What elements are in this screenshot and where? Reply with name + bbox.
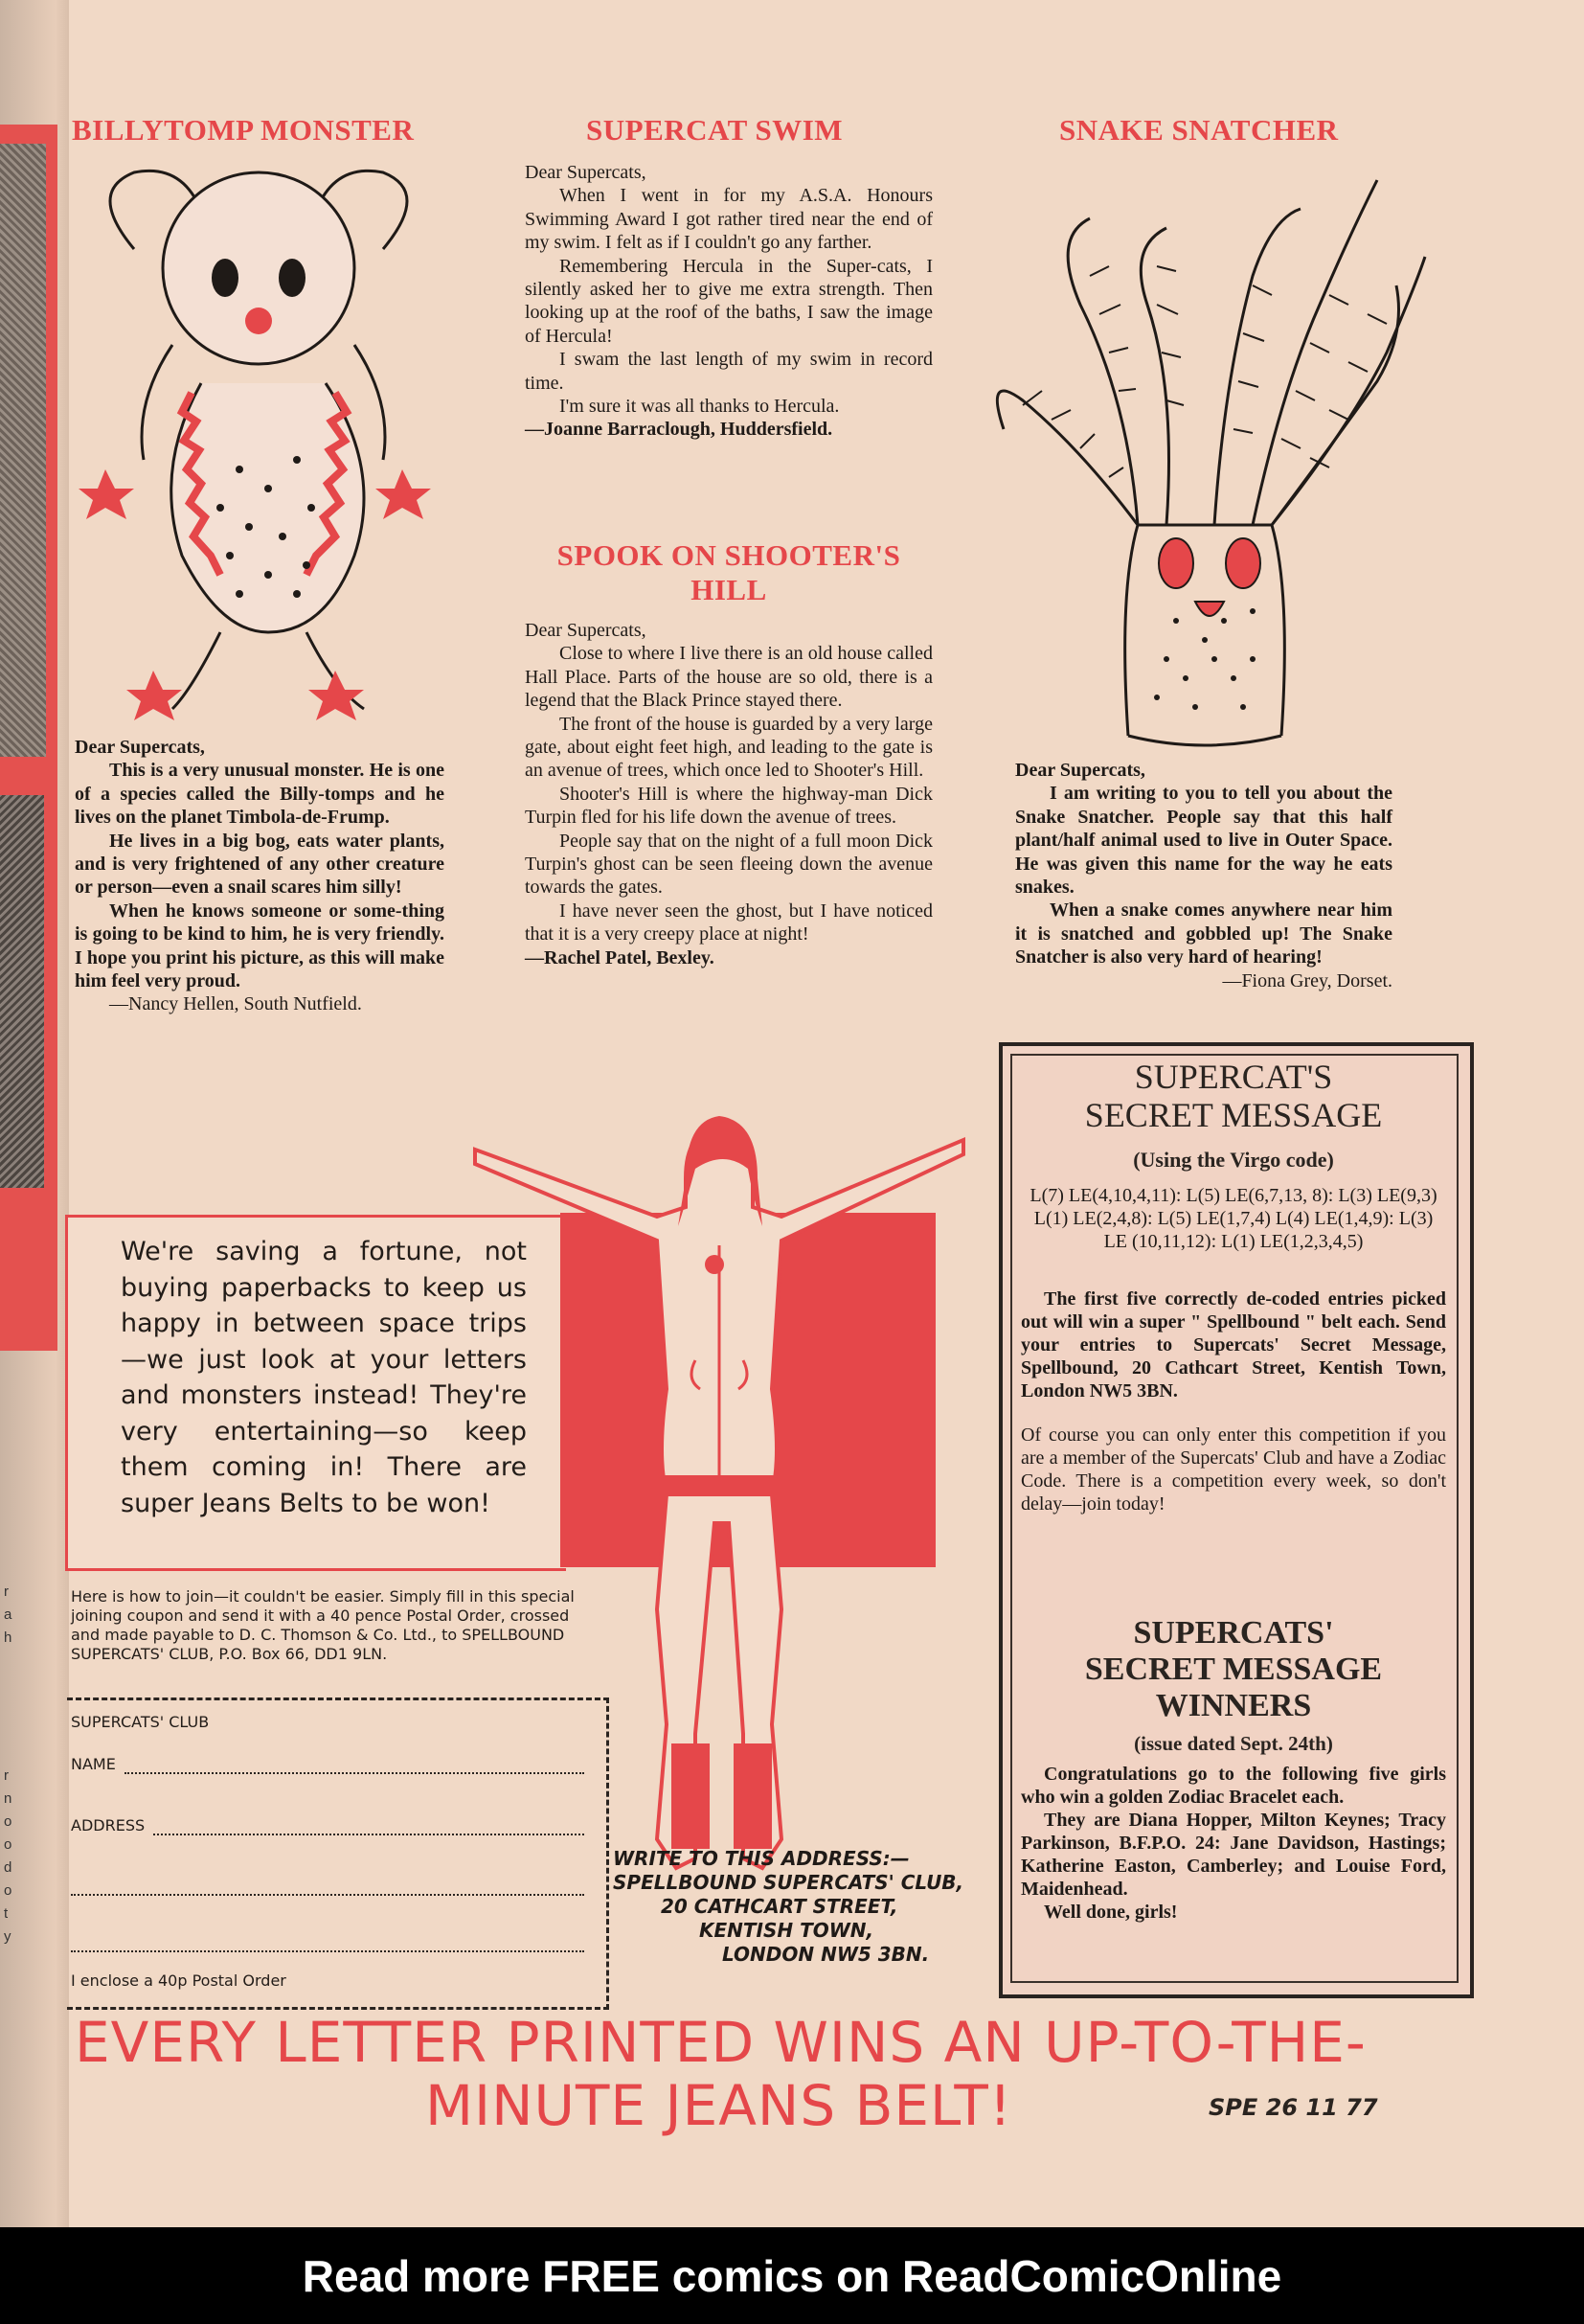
banner-line-1: EVERY LETTER PRINTED WINS AN UP-TO-THE- [75,2010,1367,2075]
spook-title-line-2: HILL [690,573,767,606]
swim-signature: —Joanne Barraclough, Huddersfield. [525,419,833,441]
secret-title [1015,1058,1452,1134]
spook-paragraph-4: People say that on the night of a full moon Dick Turpin's ghost can be seen fleeing down the avenue towards the gates. [525,830,933,899]
winners-subtitle: (issue dated Sept. 24th) [1134,1732,1333,1755]
secret-subtitle: (Using the Virgo code) [1133,1148,1334,1172]
address-line-3: 20 CATHCART STREET, [661,1895,898,1918]
swim-paragraph-4: I'm sure it was all thanks to Hercula. [559,396,840,418]
coupon-enclose-note: I enclose a 40p Postal Order [71,1971,286,1990]
winners-body [1021,1763,1446,1924]
billytomp-greeting: Dear Supercats, [75,737,205,758]
billytomp-paragraph-3: When he knows someone or some-thing is going to be kind to him, he is very friendly. I hope you print his picture, as this will make him feel very proud. [75,900,444,992]
edge-letter: a [4,1606,12,1623]
spook-paragraph-2: The front of the house is guarded by a very large gate, about eight feet high, and leading to the gate is an avenue of trees, which once led to Shooter's Hill. [525,713,933,782]
edge-letter: o [4,1882,12,1899]
secret-title-line-2: SECRET MESSAGE [1084,1096,1383,1134]
address-line-5: LONDON NW5 3BN. [722,1943,930,1966]
spook-title-line-1: SPOOK ON SHOOTER'S [556,538,901,572]
address-line-4: KENTISH TOWN, [699,1919,874,1942]
secret-paragraph-2: Of course you can only enter this competition if you are a member of the Supercats' Club and have a Zodiac Code. There is a competition every week, so don't delay—join today! [1021,1424,1446,1515]
edge-letter: r [4,1584,9,1600]
winners-title-line-2: SECRET MESSAGE [1084,1652,1383,1687]
coupon-address-line-2[interactable] [71,1892,584,1896]
coupon-name-label: NAME [71,1755,116,1773]
address-line-2: SPELLBOUND SUPERCATS' CLUB, [613,1871,964,1894]
winners-paragraph-1: Congratulations go to the following five girls who win a golden Zodiac Bracelet each. [1021,1764,1446,1808]
edge-photo-panel [0,144,46,757]
winners-title-line-1: SUPERCATS' [1133,1615,1334,1651]
snake-snatcher-title: SNAKE SNATCHER [1059,113,1339,147]
billytomp-signature: —Nancy Hellen, South Nutfield. [109,993,362,1015]
swim-paragraph-2: Remembering Hercula in the Super-cats, I silently asked her to give me extra strength. Then looking up at the roof of the baths, I saw the image of Hercula! [525,255,933,347]
spook-signature: —Rachel Patel, Bexley. [525,946,714,968]
billytomp-monster-drawing [77,153,441,728]
spook-paragraph-3: Shooter's Hill is where the highway-man Dick Turpin fled for his life down the avenue of trees. [525,783,933,829]
edge-letter [4,1696,11,1719]
snake-snatcher-drawing [965,161,1444,755]
edge-letters [4,1581,11,1948]
swim-paragraph-3: I swam the last length of my swim in record time. [525,349,933,394]
previous-page-edge [0,0,69,2227]
supercat-swim-title: SUPERCAT SWIM [586,113,844,147]
secret-code: L(7) LE(4,10,4,11): L(5) LE(6,7,13, 8): L(3) LE(9,3) L(1) LE(2,4,8): L(5) LE(1,7,4) L(4) LE(1,4,9): L(3) LE (10,11,12): L(1) LE(1,2,3,4,5) [1030,1185,1437,1252]
edge-letter [4,1719,11,1742]
banner-line-2: MINUTE JEANS BELT! [425,2073,1013,2138]
edge-letter: o [4,1813,12,1830]
supercat-swim-letter [525,161,933,442]
spook-paragraph-1: Close to where I live there is an old house called Hall Place. Parts of the house are so old, there is a legend that the Black Prince stayed there. [525,643,933,712]
billytomp-paragraph-1: This is a very unusual monster. He is one of a species called the Billy-tomps and he lives on the planet Timbola-de-Frump. [75,760,444,829]
snake-snatcher-letter [1015,759,1392,992]
snake-paragraph-2: When a snake comes anywhere near him it is snatched and gobbled up! The Snake Snatcher is also very hard of hearing! [1015,900,1392,968]
coupon-address-line-1[interactable] [153,1832,584,1835]
edge-letter: t [4,1905,9,1922]
edge-letter: d [4,1859,12,1876]
coupon-club-label: SUPERCATS' CLUB [71,1713,210,1731]
spook-greeting: Dear Supercats, [525,620,646,641]
billytomp-paragraph-2: He lives in a big bog, eats water plants, and is very frightened of any other creature or person—even a snail scares him silly! [75,830,444,899]
secret-title-line-1: SUPERCAT'S [1134,1058,1333,1096]
coupon-name-line[interactable] [124,1770,584,1774]
coupon-address-label: ADDRESS [71,1816,146,1834]
snake-signature: —Fiona Grey, Dorset. [1222,969,1392,991]
snake-greeting: Dear Supercats, [1015,760,1145,781]
swim-greeting: Dear Supercats, [525,162,646,183]
address-line-1: WRITE TO THIS ADDRESS:— [613,1847,910,1870]
billytomp-letter [75,736,444,1016]
edge-letter: y [4,1928,11,1945]
edge-letter: h [4,1629,12,1646]
edge-letter: r [4,1767,9,1784]
winners-paragraph-2: They are Diana Hopper, Milton Keynes; Tracy Parkinson, B.F.P.O. 24: Jane Davidson, Hastings; Katherine Easton, Camberley; and Louise Ford, Maidenhead. [1021,1810,1446,1900]
edge-letter: o [4,1836,12,1853]
winners-title-line-3: WINNERS [1155,1688,1312,1723]
site-footer-banner[interactable] [0,2227,1584,2324]
joining-coupon [67,1697,609,2010]
edge-letter [4,1742,11,1765]
join-instructions: Here is how to join—it couldn't be easier. Simply fill in this special joining coupon and send it with a 40 pence Postal Order, crossed and made payable to D. C. Thomson & Co. Ltd., to SPELLBOUND SUPERCATS' CLUB, P.O. Box 66, DD1 9LN. [71,1587,575,1663]
edge-letter [4,1673,11,1696]
edge-letter [4,1650,11,1673]
spook-paragraph-5: I have never seen the ghost, but I have noticed that it is a very creepy place at night! [525,900,933,946]
write-to-address [613,1847,986,1967]
snake-paragraph-1: I am writing to you to tell you about the Snake Snatcher. People say that this half plant/half animal used to live in Outer Space. He was given this name for the way he eats snakes. [1015,783,1392,899]
edge-photo-panel-2 [0,795,44,1188]
winners-paragraph-3: Well done, girls! [1044,1902,1178,1923]
billytomp-title: BILLYTOMP MONSTER [72,113,415,147]
issue-code: SPE 26 11 77 [1209,2094,1378,2121]
edge-letter: n [4,1790,12,1807]
footer-text: Read more FREE comics on ReadComicOnline [302,2250,1282,2301]
swim-paragraph-1: When I went in for my A.S.A. Honours Swimming Award I got rather tired near the end of my swim. I felt as if I couldn't go any farther. [525,185,933,254]
promo-text: We're saving a fortune, not buying paperbacks to keep us happy in between space trips—we just look at your letters and monsters instead! They're very entertaining—so keep them coming in! There are super Jeans Belts to be won! [121,1237,527,1518]
winners-title [1015,1615,1452,1724]
spook-title [525,538,933,607]
secret-body [1021,1184,1446,1515]
spook-letter [525,619,933,969]
coupon-address-line-3[interactable] [71,1948,584,1952]
secret-paragraph-1: The first five correctly de-coded entries picked out will win a super " Spellbound " belt each. Send your entries to Supercats' Secret Message, Spellbound, 20 Cathcart Street, Kentish Town, London NW5 3BN. [1021,1288,1446,1401]
